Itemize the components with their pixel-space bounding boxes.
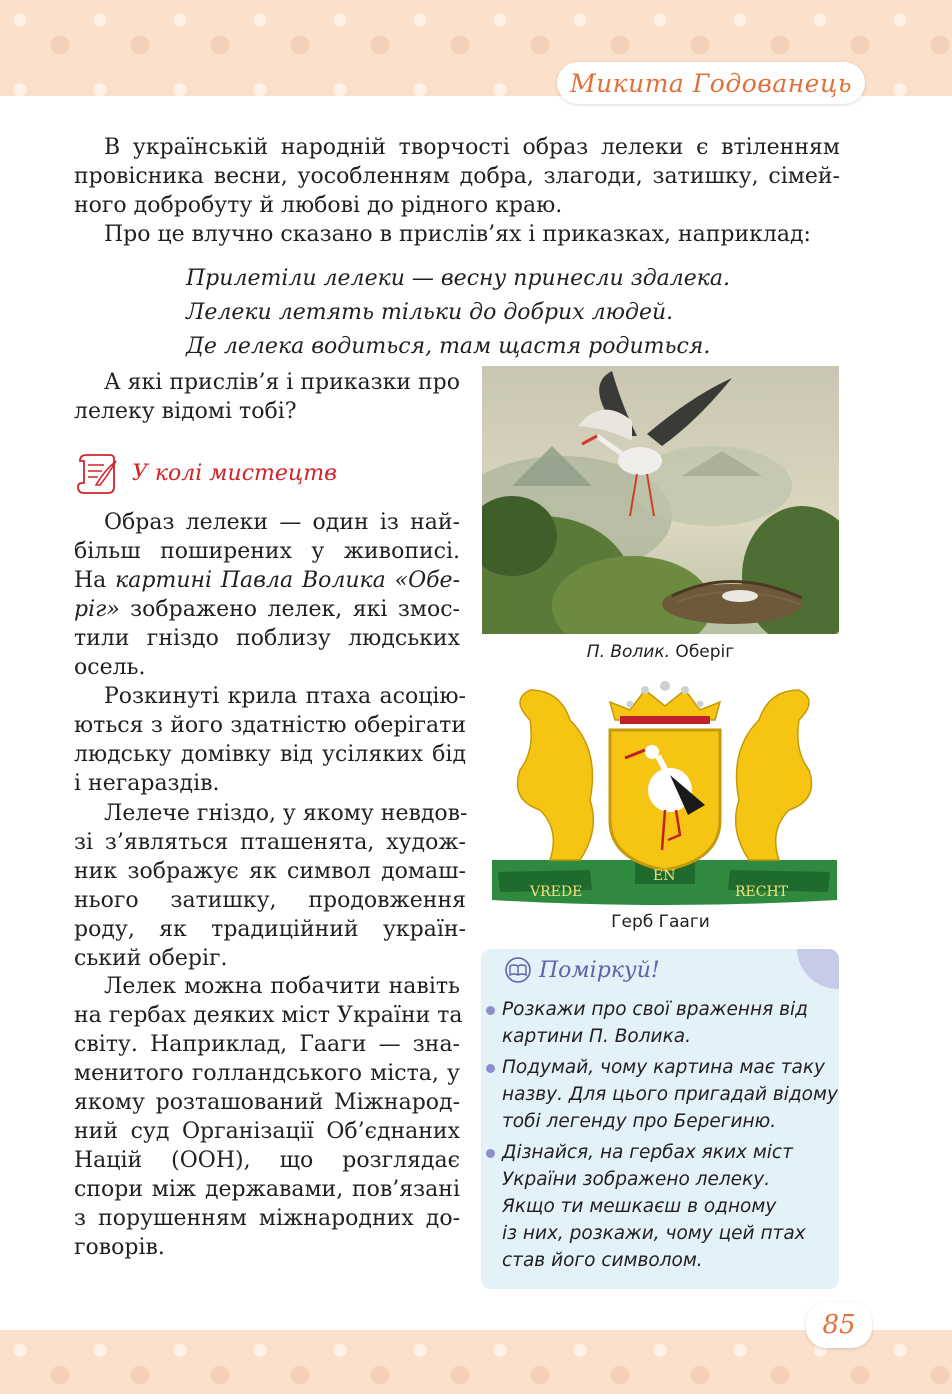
open-book-icon <box>503 957 533 983</box>
motto-vrede: VREDE <box>530 884 583 900</box>
think-item <box>493 1054 838 1135</box>
intro-paragraph-2 <box>74 220 840 249</box>
think-item-line: Розкажи про свої враження від <box>502 999 808 1020</box>
body-paragraph-2 <box>74 682 466 798</box>
intro-line: Про це влучно сказано в прислів’ях і приказках, наприклад: <box>104 222 811 247</box>
think-box <box>481 949 839 1289</box>
motto-en: EN <box>653 868 676 884</box>
body-line: Лелек можна побачити навіть <box>104 974 460 999</box>
think-item-line: Дізнайся, на гербах яких міст <box>502 1142 793 1163</box>
intro-line: провісника весни, уособленням добра, злагоди, затишку, сімей- <box>74 164 840 189</box>
painting-reference: ріг» <box>74 597 120 622</box>
body-paragraph-3 <box>74 799 466 973</box>
question-line: лелеку відомі тобі? <box>74 399 297 424</box>
proverb: Де лелека водиться, там щастя родиться. <box>186 334 711 359</box>
body-line: говорів. <box>74 1235 165 1260</box>
body-line: Лелече гніздо, у якому невдов- <box>104 801 468 826</box>
think-list <box>493 996 838 1278</box>
body-line: Націй (ООН), що розглядає <box>74 1148 460 1173</box>
think-heading <box>503 957 660 983</box>
body-line <box>74 566 460 595</box>
page-number-text: 85 <box>822 1310 856 1340</box>
question-paragraph <box>74 368 464 426</box>
body-paragraph-1 <box>74 508 460 682</box>
author-header <box>557 62 865 104</box>
body-line: і негараздів. <box>74 771 220 796</box>
intro-line: В українській народній творчості образ лелеки є втіленням <box>104 135 840 160</box>
think-item-line: став його символом. <box>502 1250 703 1271</box>
body-line: Образ лелеки — один із най- <box>104 510 460 535</box>
intro-line: ного добробуту й любові до рідного краю. <box>74 193 563 218</box>
think-item-line: Подумай, чому картина має таку <box>502 1057 826 1078</box>
think-item-line: Якщо ти мешкаєш в одному <box>502 1196 777 1217</box>
motto-recht: RECHT <box>735 884 789 900</box>
question-line: А які прислів’я і приказки про <box>104 370 461 395</box>
painting-caption-title: Оберіг <box>670 642 735 662</box>
body-line <box>74 595 460 624</box>
body-line: якому розташований Міжнарод- <box>74 1090 460 1115</box>
body-line: менитого голландського міста, у <box>74 1061 460 1086</box>
think-title: Поміркуй! <box>539 957 660 983</box>
think-item-line: із них, розкажи, чому цей птах <box>502 1223 806 1244</box>
think-item <box>493 1139 838 1274</box>
body-line: осель. <box>74 655 146 680</box>
think-item-line: назву. Для цього пригадай відому <box>502 1084 838 1105</box>
page-number <box>806 1302 872 1348</box>
body-line: світу. Наприклад, Гааги — зна- <box>74 1032 460 1057</box>
think-item-line: картини П. Волика. <box>502 1026 691 1047</box>
painting-oberih <box>482 366 839 634</box>
think-item <box>493 996 838 1050</box>
body-line: тили гніздо поблизу людських <box>74 626 460 651</box>
coat-caption: Герб Гааги <box>611 912 710 932</box>
body-line: ний суд Організації Об’єднаних <box>74 1119 460 1144</box>
body-line: ються з його здатністю оберігати <box>74 713 466 738</box>
body-line: з порушенням міжнародних до- <box>74 1206 460 1231</box>
think-item-line: України зображено лелеку. <box>502 1169 771 1190</box>
proverb: Лелеки летять тільки до добрих людей. <box>186 300 674 325</box>
body-text: На <box>74 568 116 593</box>
intro-paragraph <box>74 133 840 220</box>
painting-caption <box>482 642 839 662</box>
body-line: на гербах деяких міст України та <box>74 1003 463 1028</box>
body-text: зображено лелек, які змос- <box>119 597 460 622</box>
decorative-corner <box>797 949 839 989</box>
painting-reference: картині Павла Волика «Обе- <box>115 568 460 593</box>
body-line: Розкинуті крила птаха асоцію- <box>104 684 466 709</box>
body-line: роду, як традиційний україн- <box>74 917 466 942</box>
body-line: ник зображує як символ домаш- <box>74 859 466 884</box>
body-line: більш поширених у живописі. <box>74 539 460 564</box>
proverb: Прилетіли лелеки — весну принесли здалека. <box>186 266 731 291</box>
author-name: Микита Годованець <box>569 68 853 98</box>
proverbs-list <box>186 262 730 364</box>
think-item-line: тобі легенду про Берегиню. <box>502 1111 777 1132</box>
art-section-heading <box>74 451 337 495</box>
coat-of-arms-hague <box>490 680 839 906</box>
body-line: зі з’являться пташенята, худож- <box>74 830 466 855</box>
body-line: спори між державами, пов’язані <box>74 1177 460 1202</box>
painting-caption-author: П. Волик. <box>586 642 671 662</box>
body-paragraph-4 <box>74 972 463 1262</box>
body-line: нього затишку, продовження <box>74 888 466 913</box>
body-line: ський оберіг. <box>74 946 228 971</box>
body-line: людську домівку від усіляких бід <box>74 742 466 767</box>
scroll-quill-icon <box>74 451 118 495</box>
art-section-title: У колі мистецтв <box>132 460 337 486</box>
